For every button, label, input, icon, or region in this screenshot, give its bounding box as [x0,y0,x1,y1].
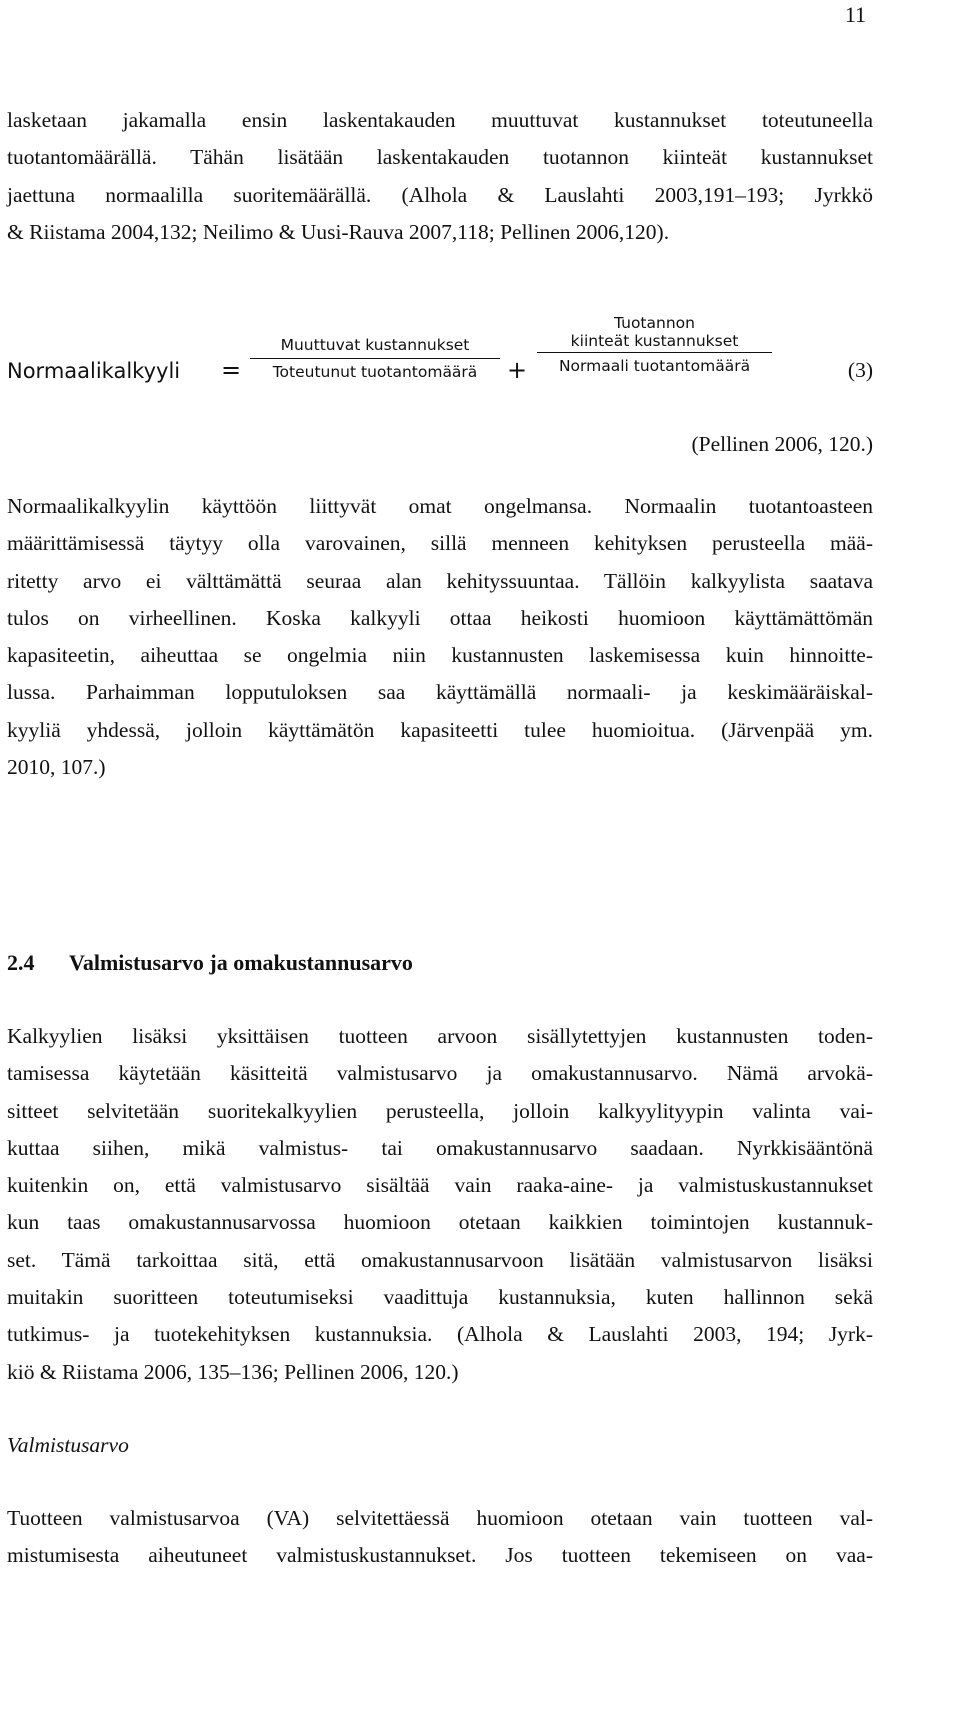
text-line: tuotantomäärällä. Tähän lisätään laskentakauden tuotannon kiinteät kustannukset [7,145,873,170]
fraction-denominator: Normaali tuotantomäärä [558,357,751,375]
text-line: sitteet selvitetään suoritekalkyylien perusteella, jolloin kalkyylityypin valinta vai- [7,1098,873,1123]
text-line: Normaalikalkyylin käyttöön liittyvät omat ongelmansa. Normaalin tuotantoasteen [7,494,873,518]
text-line: määrittämisessä täytyy olla varovainen, sillä menneen kehityksen perusteella mää- [7,531,873,556]
paragraph-va [7,1500,873,1575]
formula-source: (Pellinen 2006, 120.) [691,432,873,456]
section-number: 2.4 [7,950,35,975]
text-line: kuttaa siihen, mikä valmistus- tai omakustannusarvo saadaan. Nyrkkisääntönä [7,1135,873,1160]
formula-plus: + [507,356,528,384]
text-line: Kalkyylien lisäksi yksittäisen tuotteen arvoon sisällytettyjen kustannusten toden- [7,1024,873,1048]
paragraph-valmistusarvo [7,1018,873,1391]
page-number: 11 [844,2,866,27]
fraction-denominator: Toteutunut tuotantomäärä [272,363,478,381]
fraction-numerator-line1: Tuotannon [614,314,695,332]
fraction-numerator-line2: kiinteät kustannukset [537,332,772,353]
paragraph-intro [7,102,873,251]
text-line: kiö & Riistama 2006, 135–136; Pellinen 2006, 120.) [7,1359,459,1384]
text-line: set. Tämä tarkoittaa sitä, että omakustannusarvoon lisätään valmistusarvon lisäksi [7,1247,873,1272]
text-line: tamisessa käytetään käsitteitä valmistusarvo ja omakustannusarvo. Nämä arvokä- [7,1061,873,1086]
text-line: kyyliä yhdessä, jolloin käyttämätön kapasiteetti tulee huomioitua. (Järvenpää ym. [7,717,873,742]
text-line: kuitenkin on, että valmistusarvo sisältää vain raaka-aine- ja valmistuskustannukset [7,1173,873,1198]
paragraph-problems [7,488,873,786]
text-line: & Riistama 2004,132; Neilimo & Uusi-Rauva 2007,118; Pellinen 2006,120). [7,219,670,244]
text-line: lasketaan jakamalla ensin laskentakauden muuttuvat kustannukset toteutuneella [7,108,873,132]
text-line: 2010, 107.) [7,755,106,780]
text-line: lussa. Parhaimman lopputuloksen saa käyttämällä normaali- ja keskimääräiskal- [7,680,873,705]
text-line: tulos on virheellinen. Koska kalkyyli ottaa heikosti huomioon käyttämättömän [7,605,873,630]
text-line: mistumisesta aiheutuneet valmistuskustannukset. Jos tuotteen tekemiseen on vaa- [7,1543,873,1568]
text-line: jaettuna normaalilla suoritemäärällä. (Alhola & Lauslahti 2003,191–193; Jyrkkö [7,182,873,207]
formula-equals: = [221,356,242,384]
formula-fraction-fixed [537,314,772,375]
formula-number: (3) [847,358,873,382]
formula-fraction-variable [250,336,500,381]
section-title: Valmistusarvo ja omakustannusarvo [69,950,413,975]
text-line: ritetty arvo ei välttämättä seuraa alan kehityssuuntaa. Tällöin kalkyylista saatava [7,568,873,593]
text-line: kapasiteetin, aiheuttaa se ongelmia niin kustannusten laskemisessa kuin hinnoitte- [7,643,873,668]
formula-lhs: Normaalikalkyyli [7,359,181,383]
section-heading [7,950,413,976]
text-line: kun taas omakustannusarvossa huomioon otetaan kaikkien toimintojen kustannuk- [7,1210,873,1235]
text-line: tutkimus- ja tuotekehityksen kustannuksia. (Alhola & Lauslahti 2003, 194; Jyrk- [7,1322,873,1347]
formula-normaalikalkyyli [7,314,873,418]
text-line: muitakin suoritteen toteutumiseksi vaadittuja kustannuksia, kuten hallinnon sekä [7,1285,873,1310]
fraction-numerator: Muuttuvat kustannukset [250,336,500,359]
text-line: Tuotteen valmistusarvoa (VA) selvitettäessä huomioon otetaan vain tuotteen val- [7,1506,873,1530]
subheading: Valmistusarvo [7,1433,129,1457]
